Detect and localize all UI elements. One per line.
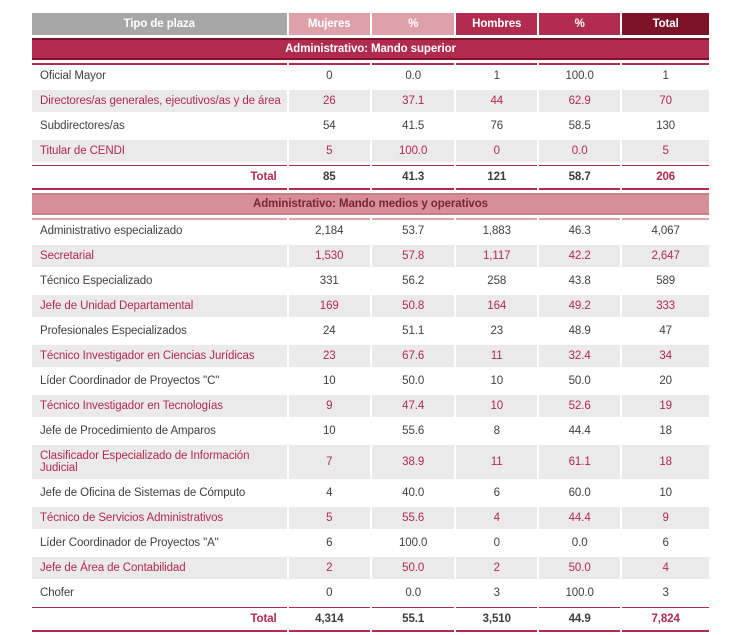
value-cell: 1,117 [456,245,537,267]
table-row [32,245,709,267]
value-cell: 53.7 [372,218,455,242]
table-body [32,38,709,632]
total-value-cell: 41.3 [372,165,455,190]
column-header-pct-hombres: % [539,13,620,35]
column-header-mujeres: Mujeres [289,13,370,35]
value-cell: 54 [289,115,370,137]
value-cell: 58.5 [539,115,620,137]
row-label: Profesionales Especializados [32,320,287,342]
total-label: Total [32,607,287,632]
value-cell: 100.0 [372,532,455,554]
value-cell: 0 [456,532,537,554]
value-cell: 5 [289,140,370,162]
row-label: Técnico Especializado [32,270,287,292]
value-cell: 5 [289,507,370,529]
value-cell: 26 [289,90,370,112]
row-label: Líder Coordinador de Proyectos "A" [32,532,287,554]
value-cell: 0.0 [539,140,620,162]
value-cell: 10 [456,370,537,392]
table-row [32,140,709,162]
value-cell: 11 [456,445,537,479]
value-cell: 49.2 [539,295,620,317]
section-title: Administrativo: Mando superior [32,38,709,60]
value-cell: 164 [456,295,537,317]
table-row [32,63,709,87]
table-row [32,295,709,317]
value-cell: 18 [622,445,709,479]
table-row [32,115,709,137]
value-cell: 43.8 [539,270,620,292]
value-cell: 0.0 [372,63,455,87]
value-cell: 100.0 [539,582,620,604]
value-cell: 169 [289,295,370,317]
value-cell: 38.9 [372,445,455,479]
value-cell: 4 [456,507,537,529]
value-cell: 258 [456,270,537,292]
total-value-cell: 7,824 [622,607,709,632]
value-cell: 2 [289,557,370,579]
value-cell: 1,883 [456,218,537,242]
total-value-cell: 206 [622,165,709,190]
value-cell: 67.6 [372,345,455,367]
value-cell: 11 [456,345,537,367]
row-label: Jefe de Unidad Departamental [32,295,287,317]
value-cell: 100.0 [372,140,455,162]
section-band [32,38,709,60]
value-cell: 57.8 [372,245,455,267]
row-label: Subdirectores/as [32,115,287,137]
table-row [32,320,709,342]
value-cell: 44.4 [539,420,620,442]
row-label: Técnico de Servicios Administrativos [32,507,287,529]
section-total-row [32,607,709,632]
value-cell: 0.0 [372,582,455,604]
row-label: Jefe de Procedimiento de Amparos [32,420,287,442]
total-label: Total [32,165,287,190]
value-cell: 41.5 [372,115,455,137]
row-label: Titular de CENDI [32,140,287,162]
value-cell: 50.0 [372,370,455,392]
value-cell: 1 [622,63,709,87]
column-header-hombres: Hombres [456,13,537,35]
table-row [32,532,709,554]
value-cell: 32.4 [539,345,620,367]
column-header-tipo-de-plaza: Tipo de plaza [32,13,287,35]
table-row [32,582,709,604]
value-cell: 9 [289,395,370,417]
value-cell: 10 [289,370,370,392]
total-value-cell: 58.7 [539,165,620,190]
value-cell: 4 [622,557,709,579]
row-label: Líder Coordinador de Proyectos "C" [32,370,287,392]
table-row [32,270,709,292]
value-cell: 4,067 [622,218,709,242]
column-header-total: Total [622,13,709,35]
value-cell: 55.6 [372,507,455,529]
value-cell: 6 [289,532,370,554]
table-row [32,90,709,112]
column-header-pct-mujeres: % [372,13,455,35]
row-label: Administrativo especializado [32,218,287,242]
row-label: Chofer [32,582,287,604]
value-cell: 23 [456,320,537,342]
value-cell: 50.0 [539,370,620,392]
value-cell: 130 [622,115,709,137]
value-cell: 4 [289,482,370,504]
table-row [32,395,709,417]
row-label: Jefe de Área de Contabilidad [32,557,287,579]
value-cell: 37.1 [372,90,455,112]
total-value-cell: 3,510 [456,607,537,632]
value-cell: 24 [289,320,370,342]
value-cell: 2,184 [289,218,370,242]
value-cell: 50.0 [539,557,620,579]
value-cell: 50.8 [372,295,455,317]
value-cell: 10 [456,395,537,417]
row-label: Técnico Investigador en Ciencias Jurídicas [32,345,287,367]
value-cell: 55.6 [372,420,455,442]
value-cell: 7 [289,445,370,479]
row-label: Directores/as generales, ejecutivos/as y de área [32,90,287,112]
table-header [32,13,709,35]
value-cell: 18 [622,420,709,442]
value-cell: 52.6 [539,395,620,417]
value-cell: 5 [622,140,709,162]
value-cell: 8 [456,420,537,442]
value-cell: 48.9 [539,320,620,342]
value-cell: 47.4 [372,395,455,417]
value-cell: 46.3 [539,218,620,242]
value-cell: 62.9 [539,90,620,112]
row-label: Técnico Investigador en Tecnologías [32,395,287,417]
table-row [32,420,709,442]
section-band [32,193,709,215]
value-cell: 70 [622,90,709,112]
value-cell: 23 [289,345,370,367]
value-cell: 2,647 [622,245,709,267]
table-row [32,370,709,392]
value-cell: 19 [622,395,709,417]
table-row [32,445,709,479]
value-cell: 2 [456,557,537,579]
table-row [32,507,709,529]
value-cell: 60.0 [539,482,620,504]
total-value-cell: 85 [289,165,370,190]
table-row [32,482,709,504]
row-label: Oficial Mayor [32,63,287,87]
value-cell: 0 [289,63,370,87]
row-label: Jefe de Oficina de Sistemas de Cómputo [32,482,287,504]
value-cell: 61.1 [539,445,620,479]
value-cell: 51.1 [372,320,455,342]
plaza-table [30,10,711,635]
table-row [32,557,709,579]
value-cell: 10 [622,482,709,504]
total-value-cell: 4,314 [289,607,370,632]
value-cell: 44 [456,90,537,112]
value-cell: 3 [622,582,709,604]
total-value-cell: 55.1 [372,607,455,632]
value-cell: 20 [622,370,709,392]
value-cell: 76 [456,115,537,137]
value-cell: 42.2 [539,245,620,267]
section-total-row [32,165,709,190]
value-cell: 6 [622,532,709,554]
value-cell: 0 [289,582,370,604]
value-cell: 1 [456,63,537,87]
value-cell: 331 [289,270,370,292]
value-cell: 47 [622,320,709,342]
table-row [32,218,709,242]
value-cell: 100.0 [539,63,620,87]
value-cell: 34 [622,345,709,367]
value-cell: 44.4 [539,507,620,529]
table-row [32,345,709,367]
total-value-cell: 121 [456,165,537,190]
value-cell: 6 [456,482,537,504]
value-cell: 9 [622,507,709,529]
value-cell: 0.0 [539,532,620,554]
value-cell: 40.0 [372,482,455,504]
value-cell: 0 [456,140,537,162]
value-cell: 333 [622,295,709,317]
value-cell: 589 [622,270,709,292]
total-value-cell: 44.9 [539,607,620,632]
row-label: Clasificador Especializado de Información Judicial [32,445,287,479]
header-row [32,13,709,35]
section-title: Administrativo: Mando medios y operativos [32,193,709,215]
value-cell: 10 [289,420,370,442]
value-cell: 56.2 [372,270,455,292]
value-cell: 50.0 [372,557,455,579]
row-label: Secretarial [32,245,287,267]
value-cell: 1,530 [289,245,370,267]
value-cell: 3 [456,582,537,604]
